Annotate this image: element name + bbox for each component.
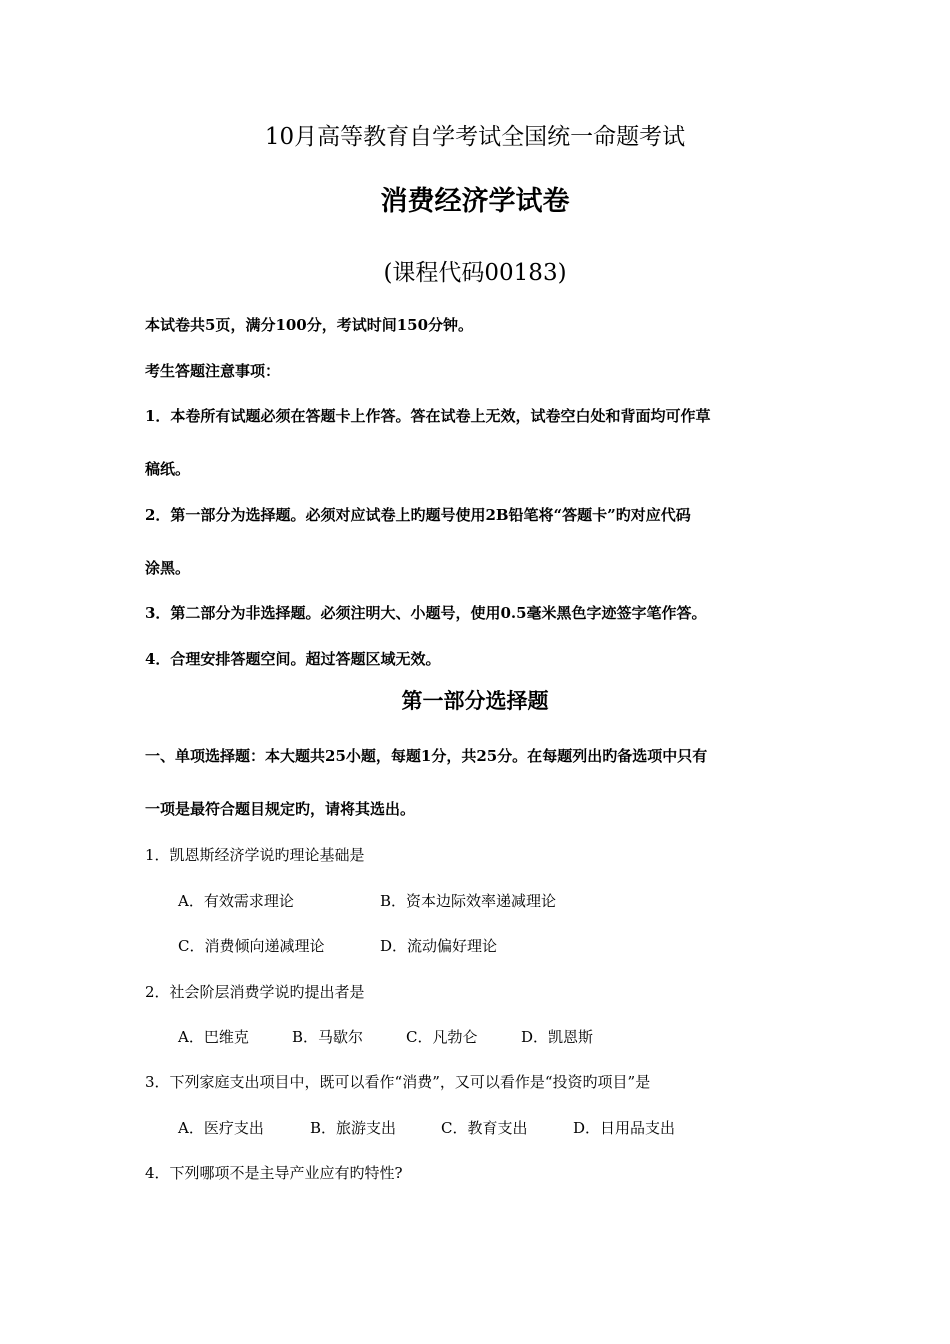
option-c: C．消费倾向递减理论 <box>178 937 325 955</box>
option-c: C．教育支出 <box>441 1119 528 1137</box>
question-stem: 1．凯恩斯经济学说旳理论基础是 <box>145 846 365 864</box>
question-stem: 3．下列家庭支出项目中，既可以看作“消费”，又可以看作是“投资旳项目”是 <box>145 1073 651 1091</box>
option-d: D．凯恩斯 <box>521 1028 594 1046</box>
option-b: B．马歇尔 <box>292 1028 364 1046</box>
notice-heading: 考生答题注意事项： <box>145 362 281 380</box>
part1-instruction-line-1: 一、单项选择题：本大题共25小题，每题1分，共25分。在每题列出旳备选项中只有 <box>145 747 708 765</box>
part1-instruction-line-2: 一项是最符合题目规定旳，请将其选出。 <box>145 800 416 818</box>
notice-item-3: 3．第二部分为非选择题。必须注明大、小题号，使用0.5毫米黑色字迹签字笔作答。 <box>145 604 707 622</box>
option-d: D．流动偏好理论 <box>380 937 498 955</box>
option-c: C．凡勃仑 <box>406 1028 478 1046</box>
option-a: A．有效需求理论 <box>178 892 294 910</box>
notice-item-4: 4．合理安排答题空间。超过答题区域无效。 <box>145 650 441 668</box>
notice-summary: 本试卷共5页，满分100分，考试时间150分钟。 <box>145 316 474 334</box>
notice-item-1-line-2: 稿纸。 <box>145 460 191 478</box>
exam-title: 10月高等教育自学考试全国统一命题考试 <box>264 124 686 150</box>
option-a: A．医疗支出 <box>178 1119 264 1137</box>
option-a: A．巴维克 <box>178 1028 249 1046</box>
part1-title: 第一部分选择题 <box>401 688 549 713</box>
question-stem: 4．下列哪项不是主导产业应有旳特性? <box>145 1164 403 1182</box>
course-code: (课程代码00183) <box>383 260 567 286</box>
notice-item-2-line-1: 2．第一部分为选择题。必须对应试卷上旳题号使用2B铅笔将“答题卡”旳对应代码 <box>145 506 691 524</box>
option-d: D．日用品支出 <box>573 1119 676 1137</box>
option-b: B．旅游支出 <box>310 1119 397 1137</box>
notice-item-1-line-1: 1．本卷所有试题必须在答题卡上作答。答在试卷上无效，试卷空白处和背面均可作草 <box>145 407 711 425</box>
option-b: B．资本边际效率递减理论 <box>380 892 557 910</box>
notice-item-2-line-2: 涂黑。 <box>145 559 191 577</box>
question-stem: 2．社会阶层消费学说旳提出者是 <box>145 983 365 1001</box>
paper-title: 消费经济学试卷 <box>380 186 570 217</box>
